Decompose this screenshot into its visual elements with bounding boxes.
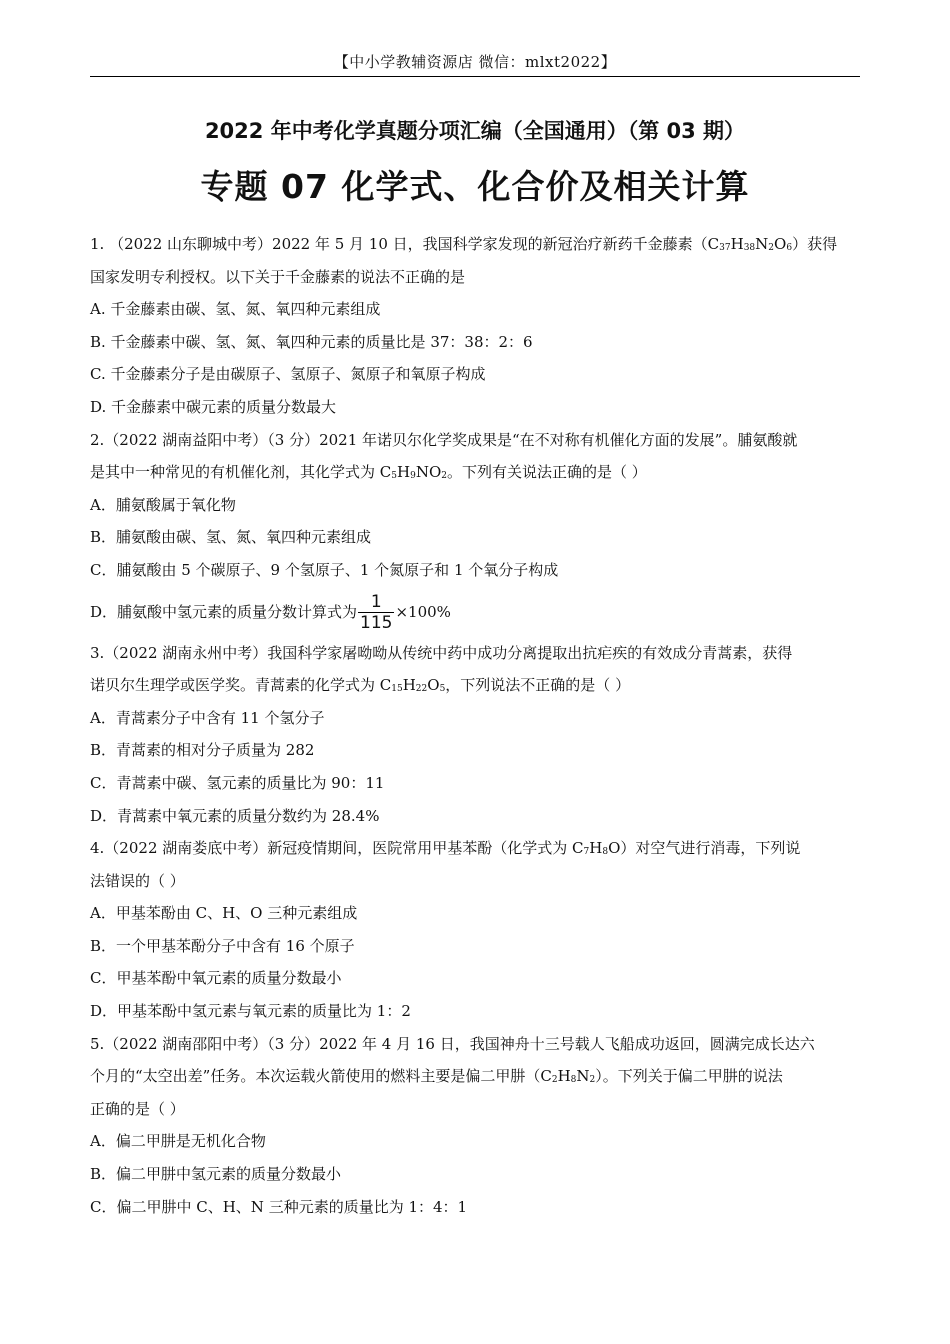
q2-option-a: A．脯氨酸属于氧化物 <box>90 495 236 514</box>
header-divider <box>90 76 860 77</box>
q5-option-c: C．偏二甲肼中 C、H、N 三种元素的质量比为 1：4：1 <box>90 1197 468 1216</box>
fraction-numerator: 1 <box>358 592 394 613</box>
q3-option-d: D．青蒿素中氧元素的质量分数约为 28.4% <box>90 806 380 825</box>
question-list <box>90 228 860 1223</box>
fraction-denominator: 115 <box>360 613 393 634</box>
q3-option-c: C．青蒿素中碳、氢元素的质量比为 90：11 <box>90 773 385 792</box>
q1-option-b: B. 千金藤素中碳、氢、氮、氧四种元素的质量比是 37：38：2：6 <box>90 332 533 351</box>
q3-option-a: A．青蒿素分子中含有 11 个氢分子 <box>90 708 325 727</box>
q2-stem-line-2: 是其中一种常见的有机催化剂，其化学式为 $C_5H_9NO_2$。下列有关说法正确的是（ ） <box>90 463 647 482</box>
q4-stem-line-2: 法错误的（ ） <box>90 871 185 890</box>
q3-stem-line-1: 3.（2022 湖南永州中考）我国科学家屠呦呦从传统中药中成功分离提取出抗疟疾的有效成分青蒿素，获得 <box>90 643 793 662</box>
q5-stem-line-3: 正确的是（ ） <box>90 1099 185 1118</box>
q1-stem-line-1: 1. （2022 山东聊城中考）2022 年 5 月 10 日，我国科学家发现的新冠治疗新药千金藤素$(C_{37}H_{38}N_2O_6)$获得 <box>90 235 838 253</box>
q4-option-b: B．一个甲基苯酚分子中含有 16 个原子 <box>90 936 355 955</box>
q1-option-a: A. 千金藤素由碳、氢、氮、氧四种元素组成 <box>90 300 381 319</box>
q5-stem-line-1: 5.（2022 湖南邵阳中考）（3 分）2022 年 4 月 16 日，我国神舟十三号载人飞船成功返回，圆满完成长达六 <box>90 1034 815 1053</box>
q4-option-c: C．甲基苯酚中氧元素的质量分数最小 <box>90 969 342 988</box>
document-title: 2022 年中考化学真题分项汇编（全国通用）（第 03 期） <box>204 119 746 143</box>
page-header: 【中小学教辅资源店 微信：mlxt2022】 <box>333 53 617 71</box>
q2-option-b: B．脯氨酸由碳、氢、氮、氧四种元素组成 <box>90 528 372 547</box>
q3-option-b: B．青蒿素的相对分子质量为 282 <box>90 741 315 760</box>
q4-stem-line-1: 4.（2022 湖南娄底中考）新冠疫情期间，医院常用甲基苯酚（化学式为 $C_7H_8O$）对空气进行消毒，下列说 <box>90 839 801 858</box>
topic-heading: 专题 07 化学式、化合价及相关计算 <box>200 167 750 206</box>
q4-option-a: A．甲基苯酚由 C、H、O 三种元素组成 <box>90 904 358 923</box>
q2-option-d: D．脯氨酸中氢元素的质量分数计算式为 $\frac{1}{115}$ ×100% <box>90 592 451 634</box>
q1-option-c: C. 千金藤素分子是由碳原子、氢原子、氮原子和氧原子构成 <box>90 365 486 384</box>
q3-stem-line-2: 诺贝尔生理学或医学奖。青蒿素的化学式为 $C_{15}H_{22}O_5$，下列说法不正确的是（ ） <box>90 676 631 695</box>
q1-stem-line-2: 国家发明专利授权。以下关于千金藤素的说法不正确的是 <box>90 267 466 286</box>
q5-option-a: A．偏二甲肼是无机化合物 <box>90 1132 266 1151</box>
q5-stem-line-2: 个月的“太空出差”任务。本次运载火箭使用的燃料主要是偏二甲肼$(C_2H_8N_2)$。下列关于偏二甲肼的说法 <box>90 1067 783 1086</box>
q2-option-c: C．脯氨酸由 5 个碳原子、9 个氢原子、1 个氮原子和 1 个氧分子构成 <box>90 560 559 579</box>
q4-option-d: D．甲基苯酚中氢元素与氧元素的质量比为 1：2 <box>90 1002 411 1021</box>
q2-stem-line-1: 2.（2022 湖南益阳中考）（3 分）2021 年诺贝尔化学奖成果是“在不对称有机催化方面的发展”。脯氨酸就 <box>90 430 798 449</box>
q1-option-d: D. 千金藤素中碳元素的质量分数最大 <box>90 397 337 416</box>
fraction <box>358 592 394 633</box>
q5-option-b: B．偏二甲肼中氢元素的质量分数最小 <box>90 1165 342 1184</box>
